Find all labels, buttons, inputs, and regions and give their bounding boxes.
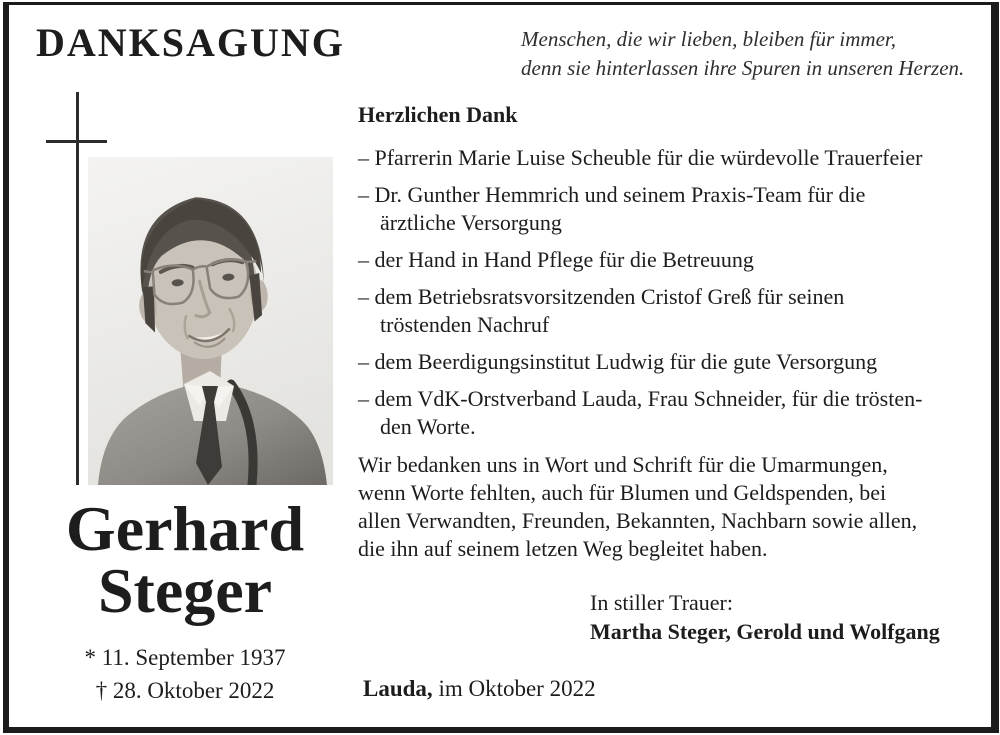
deceased-name bbox=[25, 493, 345, 626]
thanks-item-arzt bbox=[358, 181, 922, 237]
acknowledgement-column bbox=[358, 102, 922, 563]
thanks-item-line: – dem Betriebsratsvorsitzenden Cristof Greß für seinen bbox=[358, 284, 845, 309]
portrait-photo bbox=[88, 157, 333, 485]
acknowledgement-paragraph bbox=[358, 451, 922, 563]
thanks-item-line: – Pfarrerin Marie Luise Scheuble für die würdevolle Trauerfeier bbox=[358, 145, 923, 170]
birth-date: * 11. September 1937 bbox=[84, 645, 286, 670]
thanks-item-line: – der Hand in Hand Pflege für die Betreuung bbox=[358, 247, 754, 272]
thanks-item-line: – dem Beerdigungsinstitut Ludwig für die gute Versorgung bbox=[358, 349, 878, 374]
thanks-heading: Herzlichen Dank bbox=[358, 102, 518, 127]
thanks-item-pfarrerin bbox=[358, 144, 922, 172]
mourners-names: Martha Steger, Gerold und Wolfgang bbox=[590, 619, 940, 644]
dateline bbox=[363, 674, 596, 704]
paragraph-line-2: wenn Worte fehlten, auch für Blumen und Geldspenden, bei bbox=[358, 480, 887, 505]
cross-vertical-bar bbox=[76, 92, 79, 485]
closing-block bbox=[590, 588, 940, 646]
paragraph-line-3: allen Verwandten, Freunden, Bekannten, Nachbarn sowie allen, bbox=[358, 508, 918, 533]
epigraph-line-2: denn sie hinterlassen ihre Spuren in unseren Herzen. bbox=[521, 56, 965, 80]
thanks-item-vdk bbox=[358, 385, 922, 441]
thanks-item-line: – dem VdK-Orstverband Lauda, Frau Schneider, für die trösten- bbox=[358, 386, 923, 411]
thanks-list bbox=[358, 144, 922, 441]
paragraph-line-4: die ihn auf seinem letzen Weg begleitet haben. bbox=[358, 536, 768, 561]
thanks-item-line: – Dr. Gunther Hemmrich und seinem Praxis-Team für die bbox=[358, 182, 866, 207]
thanks-item-line: ärztliche Versorgung bbox=[380, 210, 562, 235]
death-date: † 28. Oktober 2022 bbox=[95, 678, 275, 703]
paragraph-line-1: Wir bedanken uns in Wort und Schrift für die Umarmungen, bbox=[358, 452, 888, 477]
thanks-item-beerdigungsinstitut bbox=[358, 348, 922, 376]
dateline-place: Lauda, bbox=[363, 676, 433, 701]
epigraph bbox=[521, 25, 964, 83]
thanks-item-betriebsrat bbox=[358, 283, 922, 339]
notice-title: DANKSAGUNG bbox=[36, 20, 345, 65]
deceased-last-name: Steger bbox=[97, 555, 273, 626]
mourning-label: In stiller Trauer: bbox=[590, 590, 733, 615]
life-dates bbox=[25, 641, 345, 707]
dateline-date: im Oktober 2022 bbox=[432, 676, 596, 701]
epigraph-line-1: Menschen, die wir lieben, bleiben für immer, bbox=[521, 27, 897, 51]
cross-horizontal-bar bbox=[46, 140, 107, 143]
thanks-item-line: den Worte. bbox=[380, 414, 476, 439]
thanks-item-line: tröstenden Nachruf bbox=[380, 312, 550, 337]
deceased-first-name: Gerhard bbox=[65, 493, 305, 564]
thanks-item-pflege bbox=[358, 246, 922, 274]
